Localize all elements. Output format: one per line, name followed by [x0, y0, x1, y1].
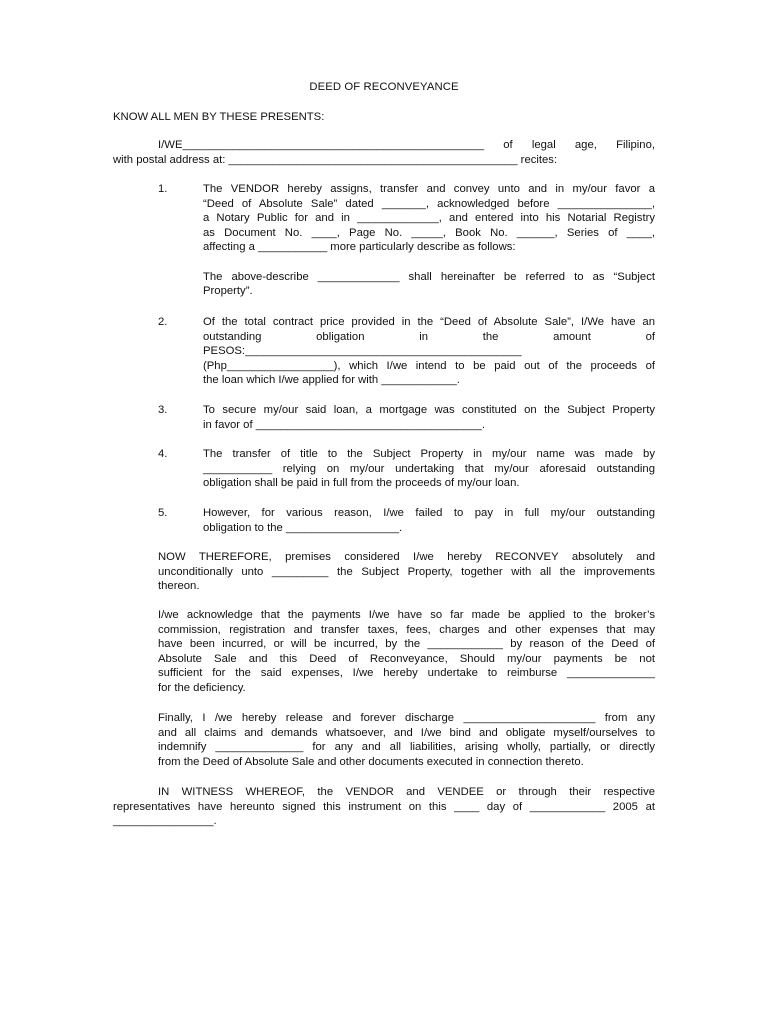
clause-number: 2.	[158, 316, 168, 328]
document-title: DEED OF RECONVEYANCE	[309, 81, 459, 93]
paragraph-line: have been incurred, or will be incurred, by the ____________ by reason of the Deed of	[158, 638, 655, 651]
know-all-men-heading: KNOW ALL MEN BY THESE PRESENTS:	[113, 111, 325, 123]
paragraph-line: from the Deed of Absolute Sale and other documents executed in connection thereto.	[158, 755, 584, 768]
clause-line: the loan which I/we applied for with ____________.	[203, 374, 460, 387]
clause-line: ___________ relying on my/our undertaking that my/our aforesaid outstanding	[203, 462, 655, 475]
paragraph-line: ________________.	[113, 815, 217, 828]
clause-line: as Document No. ____, Page No. _____, Book No. ______, Series of ____,	[203, 226, 655, 239]
clause-subline: Property”.	[203, 285, 253, 298]
paragraph-line: indemnify ______________ for any and all liabilities, arising wholly, partially, or directly	[158, 741, 655, 754]
acknowledgement-paragraph	[158, 608, 655, 696]
clause-number: 4.	[158, 448, 168, 460]
paragraph-line: commission, registration and transfer taxes, fees, charges and other expenses that may	[158, 623, 655, 636]
clause-line: “Deed of Absolute Sale” dated _______, acknowledged before _______________,	[203, 197, 655, 210]
clause-line: a Notary Public for and in _____________, and entered into his Notarial Registry	[203, 212, 655, 225]
clause-line: PESOS:____________________________________________	[203, 345, 522, 358]
clause-number: 3.	[158, 404, 168, 416]
intro-line: with postal address at: ______________________________________________ recites:	[113, 153, 558, 166]
clause-number: 5.	[158, 507, 168, 519]
paragraph-line: NOW THEREFORE, premises considered I/we hereby RECONVEY absolutely and	[158, 551, 655, 563]
clause-line: obligation to the __________________.	[203, 521, 403, 534]
clause-line: However, for various reason, I/we failed to pay in full my/our outstanding	[203, 507, 655, 519]
paragraph-line: IN WITNESS WHEREOF, the VENDOR and VENDEE or through their respective	[158, 786, 655, 798]
paragraph-line: Finally, I /we hereby release and forever discharge _____________________ from any	[158, 712, 655, 724]
clause-line: (Php_________________), which I/we intend to be paid out of the proceeds of	[203, 359, 655, 372]
paragraph-line: for the deficiency.	[158, 681, 246, 694]
paragraph-line: representatives have hereunto signed this instrument on this ____ day of ____________ 2005 at	[113, 800, 655, 813]
clause-line: The VENDOR hereby assigns, transfer and convey unto and in my/our favor a	[203, 183, 655, 195]
intro-paragraph	[113, 138, 655, 167]
clause-subline: The above-describe _____________ shall hereinafter be referred to as “Subject	[203, 270, 655, 283]
clause-line: The transfer of title to the Subject Property in my/our name was made by	[203, 448, 655, 460]
paragraph-line: sufficient for the said expenses, I/we hereby undertake to reimburse ______________	[158, 667, 655, 680]
intro-line: I/WE________________________________________________ of legal age, Filipino,	[158, 139, 655, 151]
release-paragraph	[158, 711, 655, 769]
paragraph-line: I/we acknowledge that the payments I/we have so far made be applied to the broker’s	[158, 609, 655, 621]
paragraph-line: unconditionally unto _________ the Subject Property, together with all the improvements	[158, 565, 655, 578]
clause-3	[158, 403, 655, 432]
clause-line: Of the total contract price provided in the “Deed of Absolute Sale”, I/We have an	[203, 316, 655, 328]
clause-line: obligation shall be paid in full from the proceeds of my/our loan.	[203, 477, 520, 490]
now-therefore-paragraph	[158, 550, 655, 594]
paragraph-line: and all claims and demands whatsoever, and I/we bind and obligate myself/ourselves to	[158, 726, 655, 739]
clause-1	[158, 182, 655, 299]
witness-paragraph	[113, 785, 655, 829]
clause-line: in favor of ____________________________________.	[203, 418, 486, 431]
clause-line: To secure my/our said loan, a mortgage was constituted on the Subject Property	[203, 404, 655, 416]
paragraph-line: thereon.	[158, 580, 200, 593]
clause-2	[158, 315, 655, 388]
clause-line: affecting a ___________ more particularly describe as follows:	[203, 241, 516, 254]
clause-line: outstanding obligation in the amount of	[203, 330, 655, 343]
clause-4	[158, 447, 655, 491]
clause-5	[158, 506, 655, 535]
paragraph-line: Absolute Sale and this Deed of Reconveyance, Should my/our payments be not	[158, 652, 655, 665]
clause-number: 1.	[158, 183, 168, 195]
